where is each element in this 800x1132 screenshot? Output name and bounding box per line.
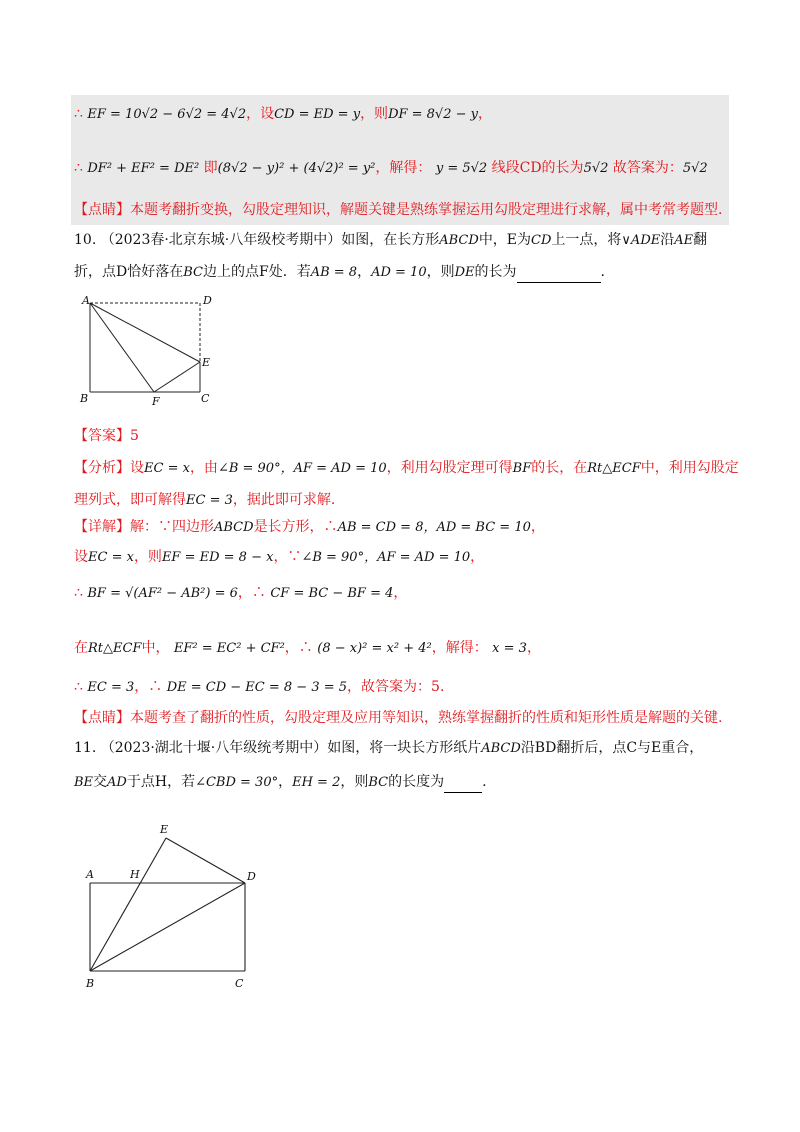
q10-answer: 【答案】5 — [74, 428, 139, 444]
label-E: E — [160, 823, 169, 836]
label-B: B — [80, 392, 89, 405]
segment-AF — [90, 303, 154, 392]
label-H: H — [130, 868, 140, 881]
q10-detail-line2: 设EC = x，则EF = ED = 8 − x，∵∠B = 90°，AF = AD = 10， — [74, 549, 485, 565]
label-C: C — [201, 392, 210, 405]
segment-BE — [90, 838, 166, 971]
sol9-note: 【点睛】本题考翻折变换，勾股定理知识，解题关键是熟练掌握运用勾股定理进行求解，属中考常考题型. — [74, 202, 723, 218]
q10-stem-line2: 折，点D恰好落在BC边上的点F处．若AB = 8，AD = 10，则DE的长为 . — [74, 262, 605, 283]
q10-note: 【点睛】本题考查了翻折的性质，勾股定理及应用等知识，熟练掌握翻折的性质和矩形性质是解题的关键. — [74, 710, 723, 726]
q10-analysis-line1: 【分析】设EC = x，由∠B = 90°，AF = AD = 10，利用勾股定理可得BF的长，在Rt△ECF中，利用勾股定 — [74, 460, 739, 476]
label-E: E — [202, 356, 211, 369]
q10-detail-line4: 在Rt△ECF中， EF² = EC² + CF²，∴ (8 − x)² = x² + 4²，解得： x = 3， — [74, 640, 541, 656]
label-C: C — [235, 977, 244, 990]
label-F: F — [152, 395, 160, 408]
q11-figure — [78, 818, 268, 993]
sol9-line1: ∴ EF = 10√2 − 6√2 = 4√2，设CD = ED = y，则DF = 8√2 − y， — [74, 106, 492, 122]
label-D: D — [247, 870, 256, 883]
segment-FE — [154, 362, 200, 392]
label-D: D — [203, 294, 212, 307]
q10-detail-line5: ∴ EC = 3，∴ DE = CD − EC = 8 − 3 = 5，故答案为：5. — [74, 679, 445, 695]
q11-stem-line1: 11. （2023·湖北十堰·八年级统考期中）如图，将一块长方形纸片ABCD沿BD翻折后，点C与E重合， — [74, 740, 704, 756]
q10-analysis-line2: 理列式，即可解得EC = 3，据此即可求解. — [74, 492, 336, 508]
segment-BD — [90, 883, 245, 971]
label-A: A — [82, 294, 90, 307]
q10-detail-line3: ∴ BF = √(AF² − AB²) = 6，∴ CF = BC − BF = 4， — [74, 585, 408, 601]
q11-stem-line2: BE交AD于点H，若∠CBD = 30°，EH = 2，则BC的长度为 . — [74, 772, 487, 793]
label-B: B — [86, 977, 95, 990]
answer-blank[interactable] — [444, 778, 482, 793]
segment-AE — [90, 303, 200, 362]
segment-ED — [166, 838, 245, 883]
label-A: A — [86, 868, 94, 881]
q10-figure — [74, 292, 224, 408]
q10-detail-line1: 【详解】解：∵四边形ABCD是长方形，∴AB = CD = 8，AD = BC = 10， — [74, 519, 545, 535]
answer-blank[interactable] — [517, 268, 601, 283]
sol9-line2: ∴ DF² + EF² = DE² 即(8√2 − y)² + (4√2)² = y²，解得： y = 5√2 线段CD的长为5√2 故答案为：5√2 — [74, 160, 708, 176]
q10-stem-line1: 10. （2023春·北京东城·八年级校考期中）如图，在长方形ABCD中，E为CD上一点，将∨ADE沿AE翻 — [74, 232, 708, 248]
